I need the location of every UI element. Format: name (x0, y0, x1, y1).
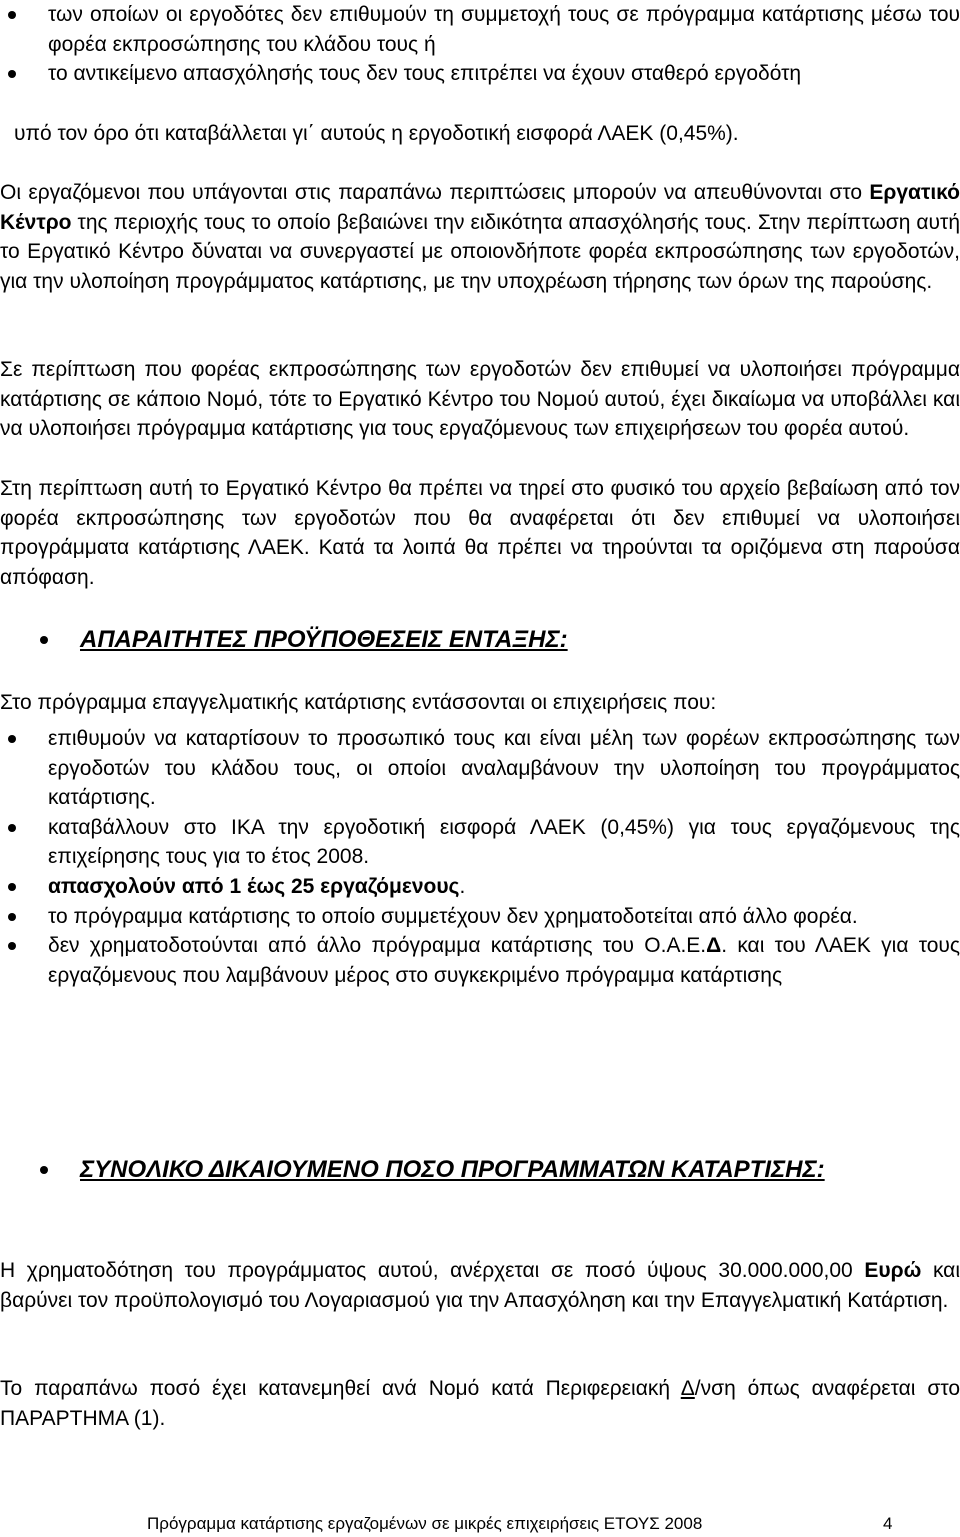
para1-text: Οι εργαζόμενοι που υπάγονται στις παραπάνω περιπτώσεις μπορούν να απευθύνονται στο (0, 181, 870, 204)
footer-text: Πρόγραμμα κατάρτισης εργαζομένων σε μικρές επιχειρήσεις ΕΤΟΥΣ 2008 (147, 1514, 703, 1533)
condition-text (48, 872, 960, 902)
condition-text: καταβάλλουν στο ΙΚΑ την εργοδοτική εισφορά ΛΑΕΚ (0,45%) για τους εργαζόμενους της επιχείρησης τους για το έτος 2008. (48, 815, 960, 869)
list-item (0, 872, 960, 902)
condition-bold: Δ (706, 934, 722, 958)
para1-bold: Εργατικό Κέντρο (0, 181, 960, 234)
heading-prerequisites (0, 622, 960, 658)
list-continuation: υπό τον όρο ότι καταβάλλεται γι΄ αυτούς η εργοδοτική εισφορά ΛΑΕΚ (0,45%). (14, 122, 739, 145)
top-bullet-list (0, 0, 960, 89)
condition-bold: απασχολούν από 1 έως 25 εργαζόμενους (48, 874, 460, 898)
bullet-icon (8, 11, 16, 19)
paragraph-labour-centre (0, 178, 960, 296)
bullet-icon (40, 1166, 48, 1174)
intro-text: Στο πρόγραμμα επαγγελματικής κατάρτισης εντάσσονται οι επιχειρήσεις που: (0, 691, 717, 714)
heading-total-amount (0, 1152, 960, 1188)
list-item (0, 813, 960, 872)
bullet-icon (8, 942, 16, 950)
allocation-underlined: Δ (680, 1377, 695, 1400)
budget-text-rest: και βαρύνει τον προϋπολογισμό του Λογαριασμού για την Απασχόληση και την Επαγγελματική Κατάρτιση. (0, 1259, 960, 1312)
bullet-icon (8, 883, 16, 891)
page-number: 4 (883, 1514, 893, 1533)
budget-paragraph (0, 1256, 960, 1315)
budget-currency: Ευρώ (864, 1259, 922, 1282)
bullet-icon (8, 824, 16, 832)
paragraph-archive: Στη περίπτωση αυτή το Εργατικό Κέντρο θα πρέπει να τηρεί στο φυσικό του αρχείο βεβαίωση από τον φορέα εκπροσώπησης των εργοδοτών που θα αναφέρεται ότι δεν επιθυμεί να υλοποιήσει προγράμματα κατάρτισης ΛΑΕΚ. Κατά τα λοιπά θα πρέπει να τηρούνται τα οριζόμενα στη παρούσα απόφαση. (0, 477, 960, 589)
condition-text (48, 931, 960, 990)
condition-text-part: δεν χρηματοδοτούνται από άλλο πρόγραμμα κατάρτισης του Ο.Α.Ε. (48, 934, 707, 958)
bullet-icon (40, 636, 48, 644)
condition-text-part: . και του ΛΑΕΚ για τους εργαζόμενους που λαμβάνουν μέρος στο συγκεκριμένο πρόγραμμα κατάρτισης (48, 934, 960, 987)
list-item (0, 902, 960, 932)
list-item (0, 0, 960, 59)
bullet-icon (8, 70, 16, 78)
section-heading: ΑΠΑΡΑΙΤΗΤΕΣ ΠΡΟΫΠΟΘΕΣΕΙΣ ΕΝΤΑΞΗΣ: (80, 626, 568, 653)
list-item (0, 724, 960, 813)
list-item-text: το αντικείμενο απασχόλησής τους δεν τους επιτρέπει να έχουν σταθερό εργοδότη (48, 62, 802, 86)
condition-text: το πρόγραμμα κατάρτισης το οποίο συμμετέχουν δεν χρηματοδοτείται από άλλο φορέα. (48, 904, 858, 928)
paragraph-representation: Σε περίπτωση που φορέας εκπροσώπησης των εργοδοτών δεν επιθυμεί να υλοποιήσει πρόγραμμα κατάρτισης σε κάποιο Νομό, τότε το Εργατικό Κέντρο του Νομού αυτού, έχει δικαίωμα να υποβάλλει και να υλοποιήσει πρόγραμμα κατάρτισης για τους εργαζόμενους των επιχειρήσεων του φορέα αυτού. (0, 358, 960, 441)
bullet-icon (8, 913, 16, 921)
list-item (0, 59, 960, 89)
bullet-icon (8, 735, 16, 743)
conditions-list (0, 724, 960, 990)
allocation-text-rest: /νση όπως αναφέρεται στο ΠΑΡΑΡΤΗΜΑ (1). (0, 1377, 960, 1430)
budget-text: Η χρηματοδότηση του προγράμματος αυτού, ανέρχεται σε ποσό ύψους 30.000.000,00 (0, 1259, 865, 1282)
allocation-paragraph (0, 1374, 960, 1433)
condition-text: επιθυμούν να καταρτίσουν το προσωπικό τους και είναι μέλη των φορέων εκπροσώπησης των εργοδοτών του κλάδου τους, οι οποίοι αναλαμβάνουν την υλοποίηση του προγράμματος κατάρτισης. (48, 727, 960, 810)
section-heading: ΣΥΝΟΛΙΚΟ ΔΙΚΑΙΟΥΜΕΝΟ ΠΟΣΟ ΠΡΟΓΡΑΜΜΑΤΩΝ ΚΑΤΑΡΤΙΣΗΣ: (80, 1156, 825, 1183)
allocation-text: Το παραπάνω ποσό έχει κατανεμηθεί ανά Νομό κατά Περιφερειακή (0, 1377, 681, 1400)
condition-tail: . (459, 874, 466, 898)
para1-text-rest: της περιοχής τους το οποίο βεβαιώνει την ειδικότητα απασχόλησής τους. Στην περίπτωση αυτή το Εργατικό Κέντρο δύναται να συνεργαστεί με οποιονδήποτε φορέα εκπροσώπησης των εργοδοτών, για την υλοποίηση προγράμματος κατάρτισης, με την υποχρέωση τήρησης των όρων της παρούσης. (0, 210, 960, 293)
list-item (0, 931, 960, 990)
list-item-text: των οποίων οι εργοδότες δεν επιθυμούν τη συμμετοχή τους σε πρόγραμμα κατάρτισης μέσω του φορέα εκπροσώπησης του κλάδου τους ή (48, 3, 960, 56)
